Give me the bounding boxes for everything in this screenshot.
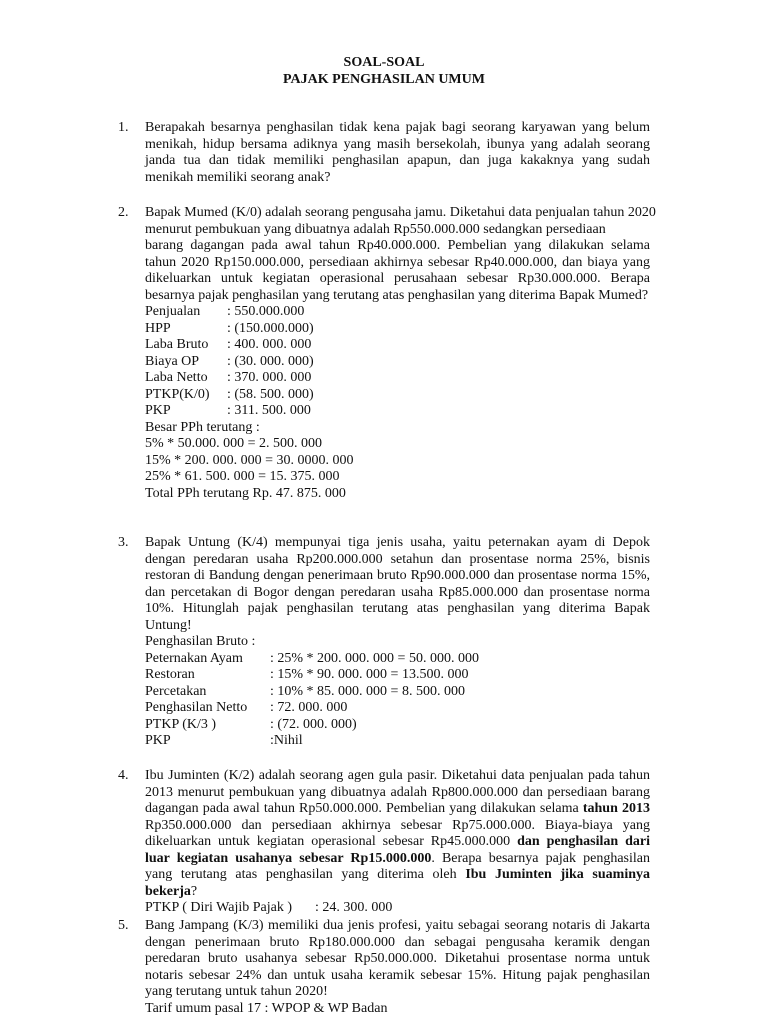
calc-line: 25% * 61. 500. 000 = 15. 375. 000 [145, 469, 340, 484]
row-value: : 550.000.000 [227, 304, 305, 319]
text-run: Ibu Juminten (K/2) adalah seorang agen gula pasir. Diketahui data penjualan pada tahun 2013 menurut pembukuan yang dibuatnya adalah Rp800.000.000 dan persediaan barang dagangan pada awal tahun Rp50.000.000. Pembelian yang dilakukan selama [145, 768, 650, 816]
calc-line: 5% * 50.000. 000 = 2. 500. 000 [145, 436, 323, 451]
bold-text: dan penghasilan dari luar kegiatan usahanya sebesar Rp15.000.000 [145, 834, 650, 866]
question-2 [118, 205, 656, 502]
row-label: Peternakan Ayam [145, 650, 243, 666]
question-1 [118, 120, 650, 186]
table-row [145, 337, 650, 354]
text-run: Rp350.000.000 dan persediaan akhirnya sebesar Rp75.000.000. Biaya-biaya yang dikeluarkan untuk kegiatan operasional sebesar Rp45.000.000 [145, 817, 650, 849]
text-run: . Berapa besarnya pajak penghasilan yang terutang atas penghasilan yang diterima oleh [145, 850, 650, 882]
question-number: 1. [118, 120, 129, 135]
row-label: Laba Netto [145, 370, 208, 385]
question-number: 5. [118, 918, 129, 933]
row-value: : (150.000.000) [227, 320, 314, 336]
row-value: :Nihil [270, 733, 303, 748]
question-text [145, 768, 650, 900]
question-number: 4. [118, 768, 129, 783]
row-label: Percetakan [145, 683, 207, 699]
row-value: : 25% * 200. 000. 000 = 50. 000. 000 [270, 650, 479, 666]
question-text: barang dagangan pada awal tahun Rp40.000.000. Pembelian yang dilakukan selama tahun 2020 Rp150.000.000, persediaan akhirnya sebesar Rp40.000.000, dan biaya yang dikeluarkan untuk kegiatan operasional perusahaan sebesar Rp30.000.000. Berapa besarnya pajak penghasilan yang terutang atas penghasilan yang diterima Bapak Mumed? [145, 238, 650, 303]
calculation-table [145, 651, 650, 750]
row-value: : 311. 500. 000 [227, 403, 311, 418]
row-label: HPP [145, 320, 171, 336]
row-label: PTKP ( Diri Wajib Pajak ) [145, 900, 293, 915]
calculation-table [145, 304, 650, 420]
row-value: : 370. 000. 000 [227, 370, 312, 385]
question-text: Bang Jampang (K/3) memiliki dua jenis profesi, yaitu sebagai seorang notaris di Jakarta dengan penerimaan bruto Rp180.000.000 dan sebagai pengusaha keramik dengan peredaran bruto usahanya sebesar Rp50.000.000. Diketahui prosentase norma untuk notaris sebesar 24% dan untuk usaha keramik sebesar 15%. Hitung pajak penghasilan yang terutang untuk tahun 2020! [145, 918, 650, 999]
question-text: Berapakah besarnya penghasilan tidak kena pajak bagi seorang karyawan yang belum menikah, hidup bersama adiknya yang masih bersekolah, ibunya yang adalah seorang janda tua dan tidak memiliki penghasilan apapun, dan juga kakaknya yang sudah menikah memiliki seorang anak? [145, 120, 650, 185]
table-row [145, 304, 650, 321]
table-row [145, 667, 650, 684]
table-row [145, 387, 650, 404]
text-run: ? [190, 883, 198, 899]
row-value: : (58. 500. 000) [227, 386, 314, 402]
row-label: PKP [145, 733, 171, 748]
table-row [145, 700, 650, 717]
calc-line: Besar PPh terutang : [145, 419, 260, 435]
table-row [145, 403, 650, 420]
row-value: : (30. 000. 000) [227, 353, 314, 369]
row-label: PTKP(K/0) [145, 386, 210, 402]
tarif-line: Tarif umum pasal 17 : WPOP & WP Badan [145, 1000, 388, 1016]
row-label: PKP [145, 403, 171, 418]
bold-text: Ibu Juminten jika suaminya bekerja [145, 867, 651, 899]
table-row [145, 370, 650, 387]
row-label: Laba Bruto [145, 337, 209, 352]
question-5 [118, 918, 650, 1017]
question-text: Bapak Untung (K/4) mempunyai tiga jenis usaha, yaitu peternakan ayam di Depok dengan peredaran usaha Rp200.000.000 setahun dan prosentase norma 25%, bisnis restoran di Bandung dengan penerimaan bruto Rp90.000.000 dan prosentase norma 15%, dan percetakan di Bogor dengan peredaran usaha Rp85.000.000 dan prosentase norma 10%. Hitunglah pajak penghasilan terutang atas penghasilan yang diterima Bapak Untung! [145, 535, 650, 633]
calc-line: Total PPh terutang Rp. 47. 875. 000 [145, 485, 346, 501]
row-label: Penjualan [145, 304, 201, 319]
section-heading: Penghasilan Bruto : [145, 634, 256, 649]
question-number: 2. [118, 205, 129, 220]
question-text-line: Bapak Mumed (K/0) adalah seorang pengusaha jamu. Diketahui data penjualan tahun 2020 [145, 205, 656, 220]
table-row [145, 733, 650, 750]
table-row [145, 651, 650, 668]
row-label: Biaya OP [145, 353, 200, 369]
question-number: 3. [118, 535, 129, 550]
table-row [145, 717, 650, 734]
table-row [145, 684, 650, 701]
row-value: : (72. 000. 000) [270, 716, 357, 732]
question-3 [118, 535, 650, 750]
table-row [145, 900, 650, 917]
bold-text: tahun 2013 [582, 801, 650, 816]
title-line-1: SOAL-SOAL [343, 55, 425, 70]
row-label: Penghasilan Netto [145, 700, 248, 715]
title-line-2: PAJAK PENGHASILAN UMUM [283, 72, 485, 87]
table-row [145, 354, 650, 371]
row-value: : 400. 000. 000 [227, 337, 312, 352]
row-value: : 72. 000. 000 [270, 700, 348, 715]
row-label: PTKP (K/3 ) [145, 716, 217, 732]
question-4 [118, 768, 650, 917]
calc-line: 15% * 200. 000. 000 = 30. 0000. 000 [145, 452, 354, 468]
row-value: : 15% * 90. 000. 000 = 13.500. 000 [270, 667, 469, 682]
table-row [145, 321, 650, 338]
row-value: : 10% * 85. 000. 000 = 8. 500. 000 [270, 683, 465, 699]
row-label: Restoran [145, 667, 195, 682]
row-value: : 24. 300. 000 [315, 900, 393, 915]
question-text-line: menurut pembukuan yang dibuatnya adalah Rp550.000.000 sedangkan persediaan [145, 221, 606, 237]
